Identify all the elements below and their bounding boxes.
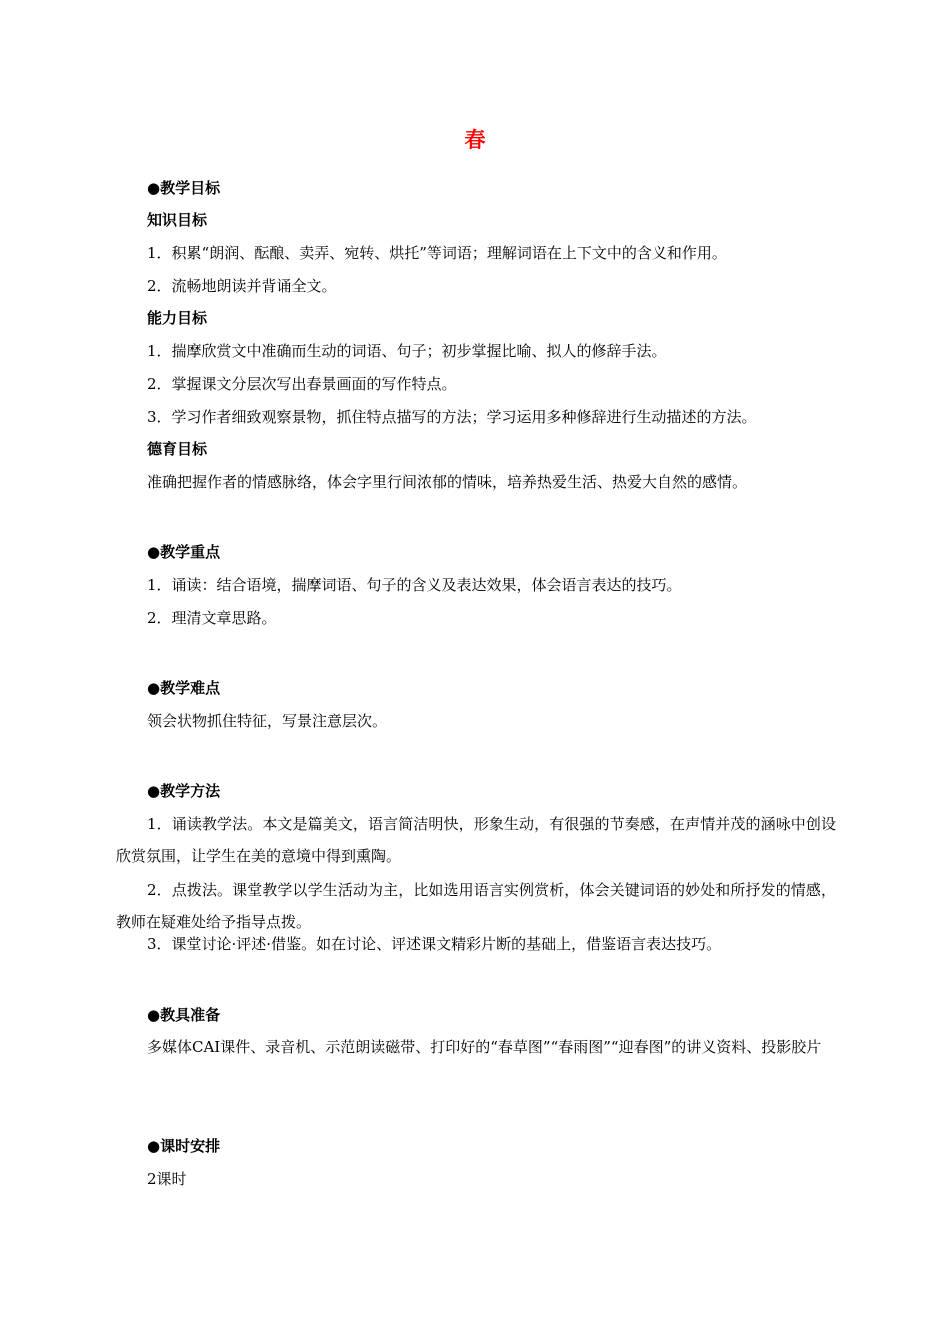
- method-item-2: 2．点拨法。课堂教学以学生活动为主，比如选用语言实例赏析，体会关键词语的妙处和所抒发的情感，教师在疑难处给予指导点拨。: [116, 881, 836, 931]
- knowledge-item-1: 1．积累“朗润、酝酿、卖弄、宛转、烘托”等词语；理解词语在上下文中的含义和作用。: [147, 244, 727, 262]
- subheading-moral: 德育目标: [147, 440, 208, 458]
- subheading-ability: 能力目标: [147, 309, 208, 327]
- ability-item-3: 3．学习作者细致观察景物，抓住特点描写的方法；学习运用多种修辞进行生动描述的方法。: [147, 408, 757, 426]
- method-item-1: 1．诵读教学法。本文是篇美文，语言简洁明快，形象生动，有很强的节奏感，在声情并茂的涵咏中创设欣赏氛围，让学生在美的意境中得到熏陶。: [116, 815, 836, 865]
- materials-text: 多媒体CAI课件、录音机、示范朗读磁带、打印好的“春草图”“春雨图”“迎春图”的讲义资料、投影胶片: [147, 1038, 822, 1056]
- ability-item-2: 2．掌握课文分层次写出春景画面的写作特点。: [147, 375, 457, 393]
- section-heading-schedule: ●课时安排: [147, 1137, 221, 1155]
- section-heading-materials: ●教具准备: [147, 1006, 221, 1024]
- knowledge-item-2: 2．流畅地朗读并背诵全文。: [147, 277, 337, 295]
- method-item-3: 3．课堂讨论·评述·借鉴。如在讨论、评述课文精彩片断的基础上，借鉴语言表达技巧。: [147, 935, 722, 953]
- section-heading-key-points: ●教学重点: [147, 543, 221, 561]
- document-title: 春: [464, 128, 486, 152]
- ability-item-1: 1．揣摩欣赏文中准确而生动的词语、句子；初步掌握比喻、拟人的修辞手法。: [147, 342, 667, 360]
- section-heading-goals: ●教学目标: [147, 179, 221, 197]
- section-heading-difficulties: ●教学难点: [147, 679, 221, 697]
- key-point-item-1: 1．诵读：结合语境，揣摩词语、句子的含义及表达效果，体会语言表达的技巧。: [147, 576, 682, 594]
- schedule-text: 2课时: [147, 1170, 187, 1188]
- difficulties-text: 领会状物抓住特征，写景注意层次。: [147, 712, 388, 730]
- subheading-knowledge: 知识目标: [147, 211, 208, 229]
- section-heading-methods: ●教学方法: [147, 782, 221, 800]
- key-point-item-2: 2．理清文章思路。: [147, 609, 277, 627]
- moral-text: 准确把握作者的情感脉络，体会字里行间浓郁的情味，培养热爱生活、热爱大自然的感情。: [147, 473, 748, 491]
